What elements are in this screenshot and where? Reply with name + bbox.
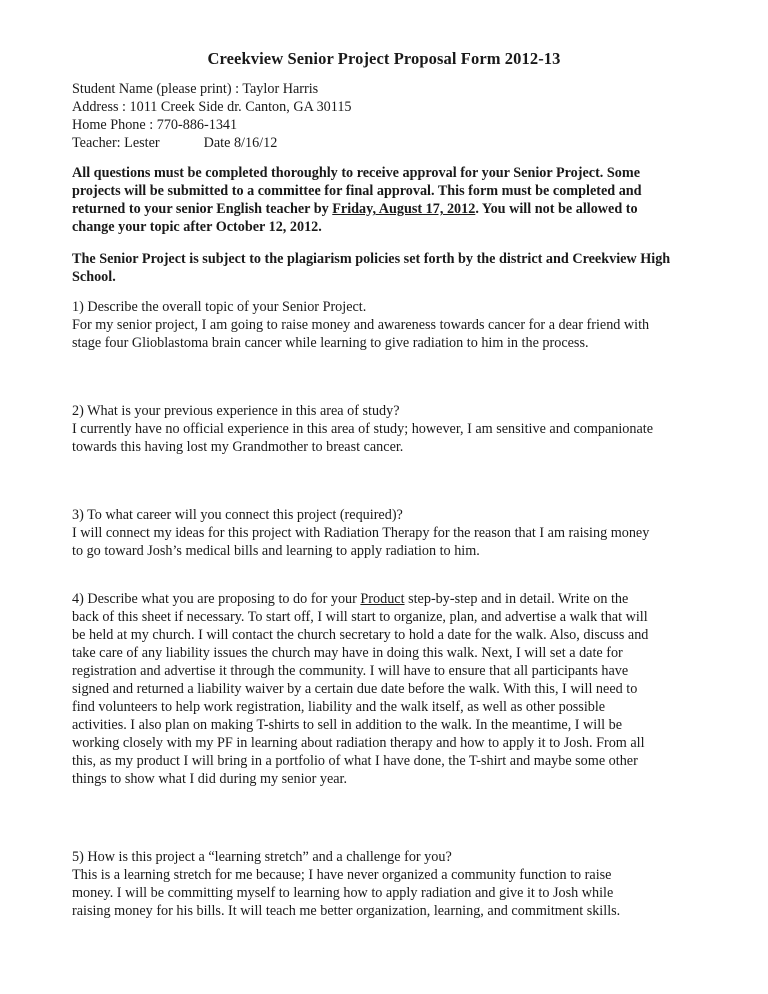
question-5 (72, 848, 712, 920)
answer-line: working closely with my PF in learning about radiation therapy and how to apply it to Josh. From all (72, 735, 645, 751)
plagiarism-line: The Senior Project is subject to the plagiarism policies set forth by the district and Creekview High (72, 251, 671, 267)
answer-line: I will connect my ideas for this project with Radiation Therapy for the reason that I am raising money (72, 525, 650, 541)
answer-line: registration and advertise it through the community. I will have to ensure that all participants have (72, 663, 629, 679)
answer-line: back of this sheet if necessary. To start off, I will start to organize, plan, and advertise a walk that will (72, 609, 648, 625)
question-1 (72, 298, 712, 352)
answer-line: I currently have no official experience in this area of study; however, I am sensitive and companionate (72, 421, 654, 437)
answer-line: stage four Glioblastoma brain cancer while learning to give radiation to him in the process. (72, 335, 589, 351)
question-text: 5) How is this project a “learning stretch” and a challenge for you? (72, 849, 452, 865)
answer-line: things to show what I did during my senior year. (72, 771, 348, 787)
question-text: 1) Describe the overall topic of your Senior Project. (72, 299, 367, 315)
instructions-line: All questions must be completed thoroughly to receive approval for your Senior Project. Some (72, 165, 640, 181)
deadline-date: Friday, August 17, 2012 (332, 201, 476, 217)
question-text-part: 4) Describe what you are proposing to do for your (72, 591, 361, 607)
date-label: Date 8/16/12 (203, 135, 278, 151)
address-line: Address : 1011 Creek Side dr. Canton, GA 30115 (72, 99, 352, 115)
student-info (72, 80, 712, 152)
student-name-line: Student Name (please print) : Taylor Harris (72, 81, 319, 97)
question-2 (72, 402, 712, 456)
question-4 (72, 590, 712, 788)
instructions-line (72, 200, 712, 218)
instructions-line: projects will be submitted to a committee for final approval. This form must be completed and (72, 183, 642, 199)
answer-line: For my senior project, I am going to raise money and awareness towards cancer for a dear friend with (72, 317, 650, 333)
answer-line: towards this having lost my Grandmother to breast cancer. (72, 439, 404, 455)
instructions-paragraph (72, 164, 712, 236)
answer-line: to go toward Josh’s medical bills and learning to apply radiation to him. (72, 543, 480, 559)
teacher-date-line (72, 134, 712, 152)
question-text: 2) What is your previous experience in this area of study? (72, 403, 400, 419)
instructions-text: returned to your senior English teacher by (72, 201, 333, 217)
teacher-label: Teacher: Lester (72, 135, 160, 151)
answer-line: take care of any liability issues the church may have in doing this walk. Next, I will set a date for (72, 645, 623, 661)
plagiarism-line: School. (72, 269, 116, 285)
instructions-text: . You will not be allowed to (475, 201, 638, 217)
answer-line: This is a learning stretch for me because; I have never organized a community function to raise (72, 867, 612, 883)
question-text (72, 590, 712, 608)
question-text: 3) To what career will you connect this project (required)? (72, 507, 403, 523)
instructions-line: change your topic after October 12, 2012. (72, 219, 322, 235)
question-3 (72, 506, 712, 560)
answer-line: raising money for his bills. It will teach me better organization, learning, and commitment skills. (72, 903, 621, 919)
question-text-part: step-by-step and in detail. Write on the (404, 591, 629, 607)
answer-line: be held at my church. I will contact the church secretary to hold a date for the walk. Also, discuss and (72, 627, 649, 643)
answer-line: signed and returned a liability waiver by a certain due date before the walk. With this, I will need to (72, 681, 638, 697)
answer-line: activities. I also plan on making T-shirts to sell in addition to the walk. In the meantime, I will be (72, 717, 623, 733)
answer-line: money. I will be committing myself to learning how to apply radiation and give it to Josh while (72, 885, 614, 901)
page-title: Creekview Senior Project Proposal Form 2012-13 (207, 49, 561, 68)
answer-line: this, as my product I will bring in a portfolio of what I have done, the T-shirt and maybe some other (72, 753, 638, 769)
plagiarism-notice (72, 250, 712, 286)
answer-line: find volunteers to help work registration, liability and the walk itself, as well as other possible (72, 699, 606, 715)
product-underlined: Product (360, 591, 405, 607)
home-phone-line: Home Phone : 770-886-1341 (72, 117, 238, 133)
